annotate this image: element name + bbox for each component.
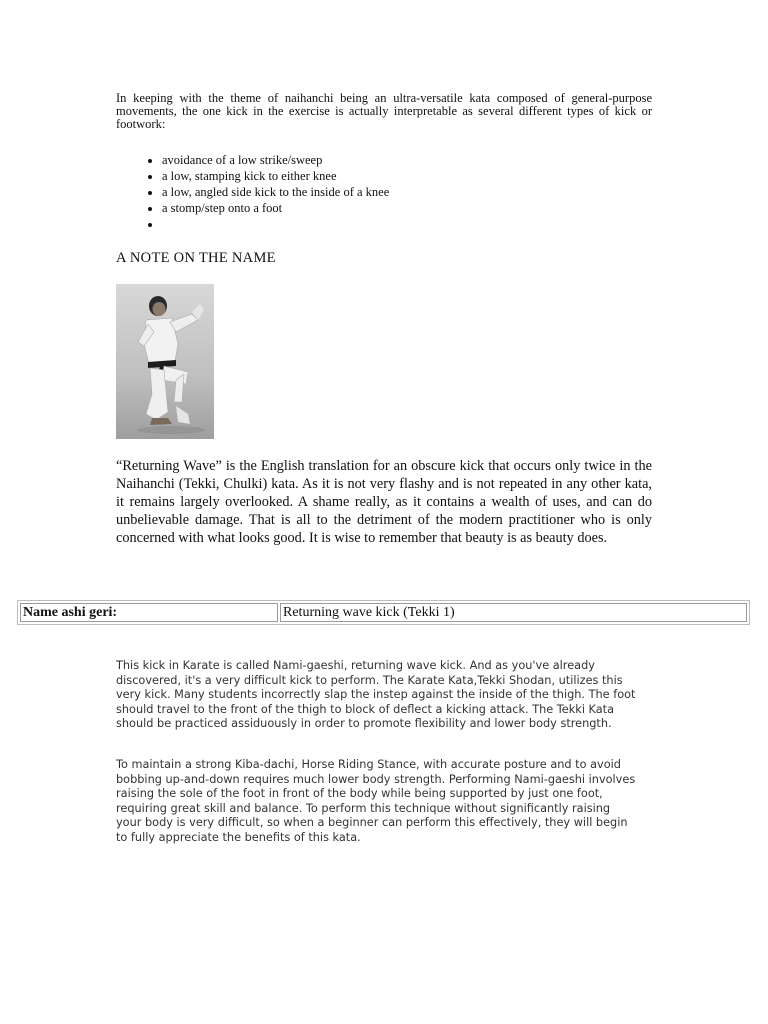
table-value-cell: Returning wave kick (Tekki 1) xyxy=(280,603,747,622)
list-item: • a low, angled side kick to the inside of a knee xyxy=(162,184,662,200)
kick-types-list xyxy=(138,152,662,232)
section-heading: A NOTE ON THE NAME xyxy=(116,250,276,266)
kiba-dachi-paragraph: To maintain a strong Kiba-dachi, Horse Riding Stance, with accurate posture and to avoid bobbing up-and-down requires much lower body strength. Performing Nami-gaeshi involves raising the sole of the foot in front of the body while being supported by just one foot, requiring great skill and balance. To perform this technique without significantly raising your body is very difficult, so when a beginner can perform this effectively, they will begin to fully appreciate the benefits of this kata. xyxy=(116,758,636,844)
returning-wave-paragraph: “Returning Wave” is the English translation for an obscure kick that occurs only twice in the Naihanchi (Tekki, Chulki) kata. As it is not very flashy and is not repeated in any other kata, it remains largely overlooked. A shame really, as it contains a wealth of uses, and can do unbelievable damage. That is all to the detriment of the modern practitioner who is only concerned with what looks good. It is wise to remember that beauty is as beauty does. xyxy=(116,458,652,546)
intro-paragraph: In keeping with the theme of naihanchi being an ultra-versatile kata composed of general-purpose movements, the one kick in the exercise is actually interpretable as several different types of kick or footwork: xyxy=(116,91,652,131)
list-item: • a stomp/step onto a foot xyxy=(162,200,662,216)
list-item: • a low, stamping kick to either knee xyxy=(162,168,662,184)
karateka-photo xyxy=(116,284,214,439)
karateka-figure-icon xyxy=(116,284,214,439)
table-label-cell: Name ashi geri: xyxy=(20,603,278,622)
nami-gaeshi-paragraph: This kick in Karate is called Nami-gaeshi, returning wave kick. And as you've already discovered, it's a very difficult kick to perform. The Karate Kata,Tekki Shodan, utilizes this very kick. Many students incorrectly slap the instep against the inside of the thigh. The foot should travel to the front of the thigh to block of deflect a kicking attack. The Tekki Kata should be practiced assiduously in order to promote flexibility and lower body strength. xyxy=(116,659,636,730)
name-table xyxy=(17,600,750,625)
list-item xyxy=(162,216,662,232)
list-item: • avoidance of a low strike/sweep xyxy=(162,152,662,168)
